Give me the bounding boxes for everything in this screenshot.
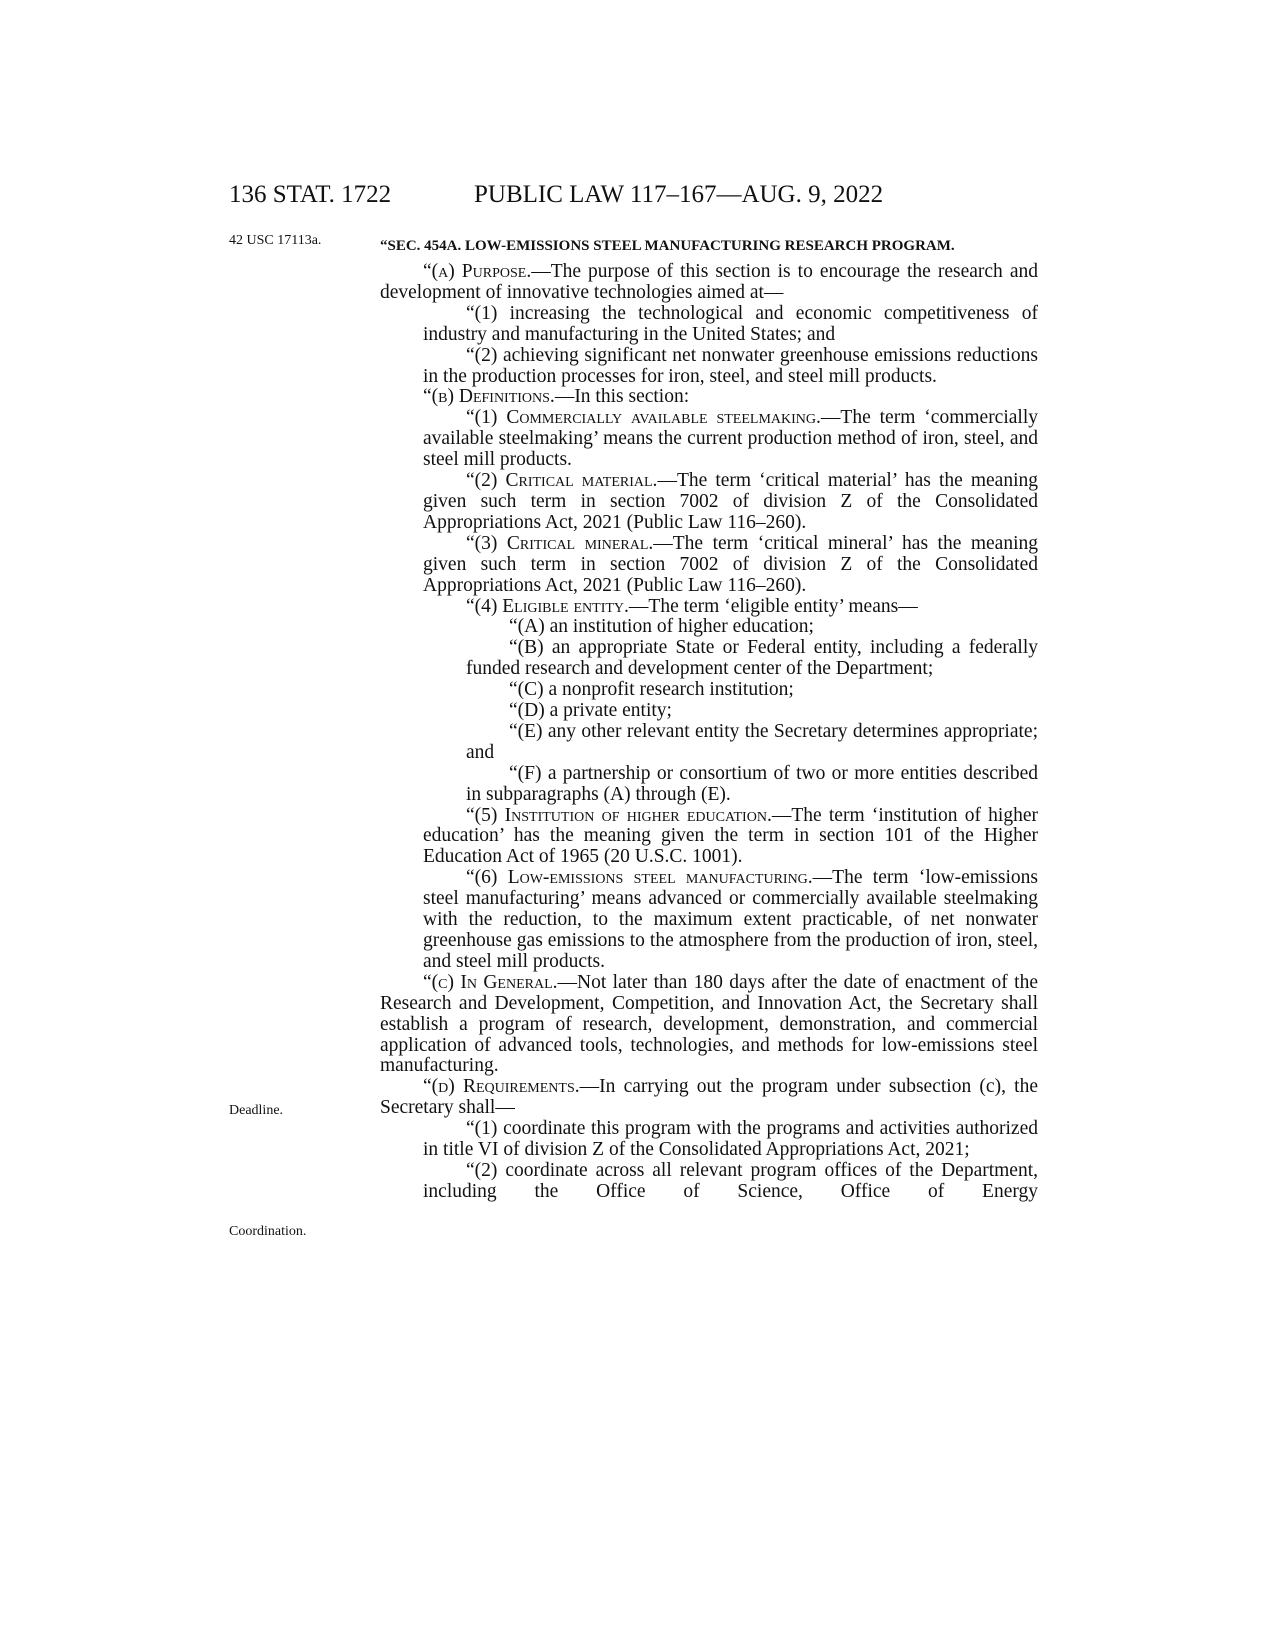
subsection-d-text: —In carrying out the program under subsection (c), the Secretary shall—: [380, 1076, 1038, 1119]
subsection-a-label: “(a) Purpose.: [423, 261, 532, 282]
definition-2-label: “(2) Critical material.: [466, 470, 658, 492]
subsection-c-text: —Not later than 180 days after the date of enactment of the Research and Development, Competition, and Innovation Act, the Secretary shall establish a program of research, development, demonstration, and commercial application of advanced tools, technologies, and methods for low-emissions steel manufacturing.: [380, 971, 1038, 1077]
subsection-d-label: “(d) Requirements.: [423, 1076, 580, 1098]
subsection-b-label: “(b) Definitions.: [423, 386, 555, 408]
subsection-b-definitions: [380, 387, 1038, 408]
definition-4-label: “(4) Eligible entity.: [466, 595, 629, 617]
subsection-a-text: —The purpose of this section is to encourage the research and development of innovative technologies aimed at—: [380, 261, 1039, 303]
purpose-paragraph-1: “(1) increasing the technological and economic competitiveness of industry and manufacturing in the United States; and: [423, 302, 1038, 345]
purpose-paragraph-2: “(2) achieving significant net nonwater greenhouse emissions reductions in the production processes for iron, steel, and steel mill products.: [423, 344, 1038, 387]
definition-4-e: “(E) any other relevant entity the Secretary determines appropriate; and: [466, 720, 1038, 763]
definition-4: [380, 597, 1038, 618]
definition-4-text: —The term ‘eligible entity’ means—: [628, 595, 918, 617]
requirement-2: “(2) coordinate across all relevant program offices of the Department, including the Office of Science, Office of Energy: [423, 1159, 1038, 1202]
definition-5-text: —The term ‘institution of higher education’ has the meaning given the term in section 101 of the Higher Education Act of 1965 (20 U.S.C. 1001).: [423, 804, 1038, 868]
margin-note-deadline: Deadline.: [229, 1103, 284, 1118]
definition-5: [380, 806, 1038, 869]
definition-4-c: “(C) a nonprofit research institution;: [509, 679, 794, 701]
subsection-b-text: —In this section:: [554, 386, 690, 408]
definition-1-label: “(1) Commercially available steelmaking.: [466, 407, 821, 429]
requirement-1: “(1) coordinate this program with the programs and activities authorized in title VI of division Z of the Consolidated Appropriations Act, 2021;: [423, 1118, 1038, 1161]
definition-1-text: —The term ‘commercially available steelmaking’ means the current production method of iron, steel, and steel mill products.: [423, 407, 1038, 471]
subsection-d-requirements: [380, 1077, 1038, 1119]
definition-3-label: “(3) Critical mineral.: [466, 532, 654, 554]
document-body: [380, 236, 1038, 1203]
definition-6-text: —The term ‘low-emissions steel manufacturing’ means advanced or commercially available steelmaking with the reduction, to the maximum extent practicable, of net nonwater greenhouse gas emissions to the atmosphere from the production of iron, steel, and steel mill products.: [423, 867, 1038, 972]
definition-5-label: “(5) Institution of higher education.: [466, 804, 772, 826]
definition-2: [380, 471, 1038, 534]
subsection-c-general: [380, 973, 1038, 1078]
definition-4-f: “(F) a partnership or consortium of two or more entities described in subparagraphs (A) through (E).: [466, 762, 1038, 805]
page-law-header: PUBLIC LAW 117–167—AUG. 9, 2022: [474, 181, 884, 208]
definition-4-d: “(D) a private entity;: [509, 700, 672, 722]
section-title: “SEC. 454A. LOW-EMISSIONS STEEL MANUFACTURING RESEARCH PROGRAM.: [380, 238, 955, 254]
definition-4-b: “(B) an appropriate State or Federal entity, including a federally funded research and development center of the Department;: [466, 637, 1038, 680]
definition-6-label: “(6) Low-emissions steel manufacturing.: [466, 867, 813, 889]
definition-3-text: —The term ‘critical mineral’ has the meaning given such term in section 7002 of division Z of the Consolidated Appropriations Act, 2021 (Public Law 116–260).: [423, 532, 1038, 596]
definition-3: [380, 534, 1038, 597]
margin-note-coordination: Coordination.: [229, 1224, 307, 1239]
definition-4-a: “(A) an institution of higher education;: [509, 616, 814, 638]
definition-2-text: —The term ‘critical material’ has the meaning given such term in section 7002 of division Z of the Consolidated Appropriations Act, 2021 (Public Law 116–260).: [423, 470, 1039, 533]
subsection-a-purpose: [380, 262, 1038, 304]
subsection-c-label: “(c) In General.: [423, 971, 558, 993]
margin-note-usc: 42 USC 17113a.: [229, 233, 322, 248]
definition-6: [380, 868, 1038, 973]
definition-1: [380, 408, 1038, 471]
page-stat-citation: 136 STAT. 1722: [229, 181, 392, 208]
